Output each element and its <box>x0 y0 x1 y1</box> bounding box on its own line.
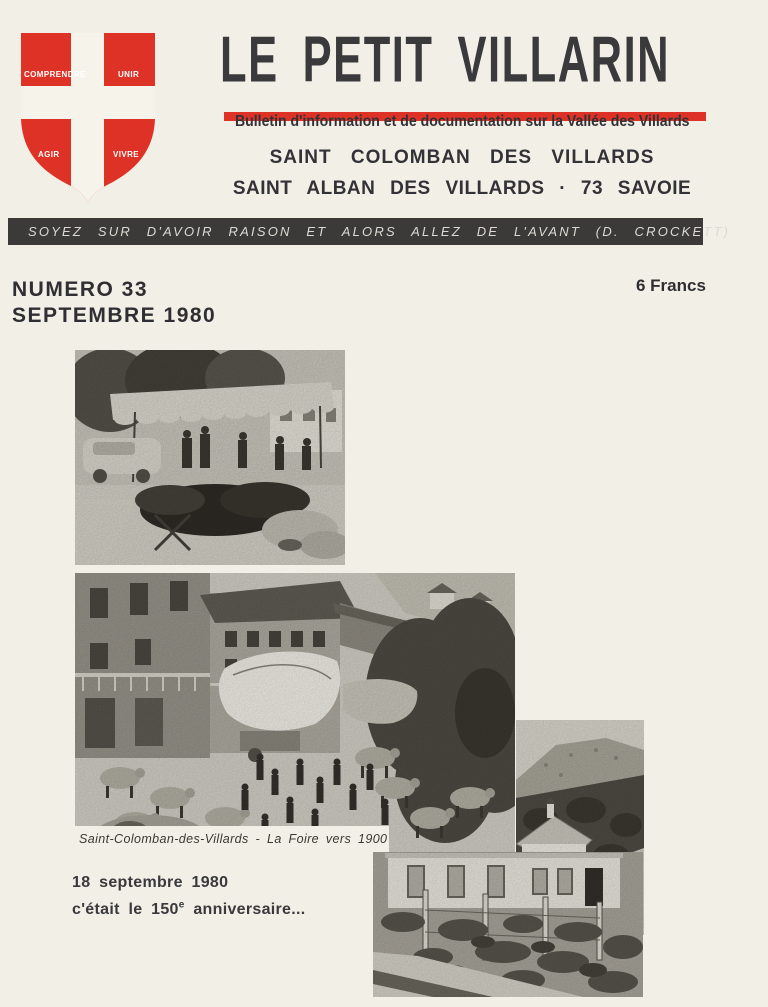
shield-icon <box>14 28 162 208</box>
savoie-shield-crest <box>14 28 162 213</box>
issue-number: NUMERO 33 <box>12 278 149 301</box>
crest-motto-vivre: VIVRE <box>113 150 140 159</box>
anniversary-date: 18 septembre 1980 <box>72 874 229 891</box>
photo-caption: Saint-Colomban-des-Villards - La Foire vers 1900 <box>75 826 389 855</box>
page-title: LE PETIT VILLARIN <box>220 23 671 96</box>
photo-fair-1900 <box>75 573 515 855</box>
masthead-subtitle: Bulletin d'information et de documentation sur la Vallée des Villards <box>234 113 690 130</box>
crest-motto-comprendre: COMPRENDRE <box>24 70 86 79</box>
issue-price: 6 Francs <box>636 276 706 295</box>
motto-bar: SOYEZ SUR D'AVOIR RAISON ET ALORS ALLEZ DE L'AVANT (D. CROCKETT) <box>8 218 703 245</box>
anniversary-text: c'était le 150e anniversaire... <box>72 900 306 919</box>
photo-school-meadow <box>373 852 643 997</box>
issue-block <box>12 277 216 329</box>
photo-market-under-awning <box>75 350 345 565</box>
masthead-place-line-1: SAINT COLOMBAN DES VILLARDS <box>269 147 655 168</box>
crest-motto-unir: UNIR <box>118 70 140 79</box>
anniversary-note <box>72 871 305 921</box>
issue-date: SEPTEMBRE 1980 <box>12 304 217 327</box>
crest-motto-agir: AGIR <box>38 150 60 159</box>
masthead-place-line-2: SAINT ALBAN DES VILLARDS · 73 SAVOIE <box>232 178 692 199</box>
